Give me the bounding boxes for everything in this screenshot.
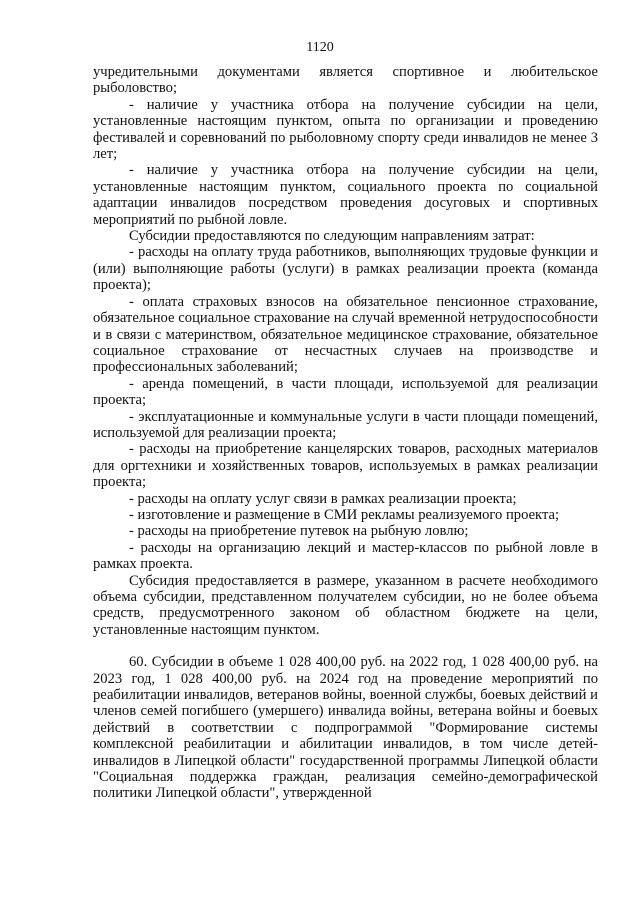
paragraph-expense-utilities: - эксплуатационные и коммунальные услуги в части площади помещений, используемой для реализации проекта; (93, 408, 598, 441)
paragraph-clause-60: 60. Субсидии в объеме 1 028 400,00 руб. на 2022 год, 1 028 400,00 руб. на 2023 год, 1 028 400,00 руб. на 2024 год на проведение мероприятий по реабилитации инвалидов, ветеранов войны, военной службы, боевых действий и членов семей погибшего (умершего) инвалида войны, ветерана войны и боевых действий в соответствии с подпрограммой "Формирование системы комплексной реабилитации и абилитации инвалидов, в том числе детей-инвалидов в Липецкой области" государственной программы Липецкой области "Социальная поддержка граждан, реализация семейно-демографической политики Липецкой области", утвержденной (93, 654, 598, 802)
paragraph-requirement-project: - наличие у участника отбора на получение субсидии на цели, установленные настоящим пунктом, социального проекта по социальной адаптации инвалидов посредством проведения досуговых и спортивных мероприятий по рыбной ловле. (93, 162, 598, 228)
paragraph-expense-insurance: - оплата страховых взносов на обязательное пенсионное страхование, обязательное социальное страхование на случай временной нетрудоспособности и в связи с материнством, обязательное медицинское страхование, обязательное социальное страхование от несчастных случаев на производстве и профессиональных заболеваний; (93, 293, 598, 376)
paragraph-expense-communication: - расходы на оплату услуг связи в рамках реализации проекта; (129, 490, 517, 507)
paragraph-expense-advertising: - изготовление и размещение в СМИ рекламы реализуемого проекта; (129, 506, 560, 523)
page-number: 1120 (306, 40, 334, 55)
paragraph-subsidy-amount: Субсидия предоставляется в размере, указанном в расчете необходимого объема субсидии, представленном получателем субсидии, но не более объема средств, предусмотренного законом об областном бюджете на цели, установленные настоящим пунктом. (93, 572, 598, 638)
document-body (93, 64, 598, 802)
paragraph-intro: учредительными документами является спортивное и любительское рыболовство; (93, 64, 598, 97)
paragraph-expense-vouchers: - расходы на приобретение путевок на рыбную ловлю; (129, 523, 469, 540)
paragraph-requirement-experience: - наличие у участника отбора на получение субсидии на цели, установленные настоящим пунктом, опыта по организации и проведению фестивалей и соревнований по рыболовному спорту среди инвалидов не менее 3 лет; (93, 96, 598, 163)
paragraph-expense-lectures: - расходы на организацию лекций и мастер-классов по рыбной ловле в рамках проекта. (93, 539, 598, 573)
paragraph-expense-directions: Субсидии предоставляются по следующим направлениям затрат: (129, 228, 535, 245)
paragraph-expense-supplies: - расходы на приобретение канцелярских товаров, расходных материалов для оргтехники и хозяйственных товаров, используемых в рамках реализации проекта; (93, 441, 598, 491)
paragraph-expense-salary: - расходы на оплату труда работников, выполняющих трудовые функции и (или) выполняющие работы (услуги) в рамках реализации проекта (команда проекта); (93, 244, 598, 294)
paragraph-expense-rent: - аренда помещений, в части площади, используемой для реализации проекта; (93, 375, 598, 409)
